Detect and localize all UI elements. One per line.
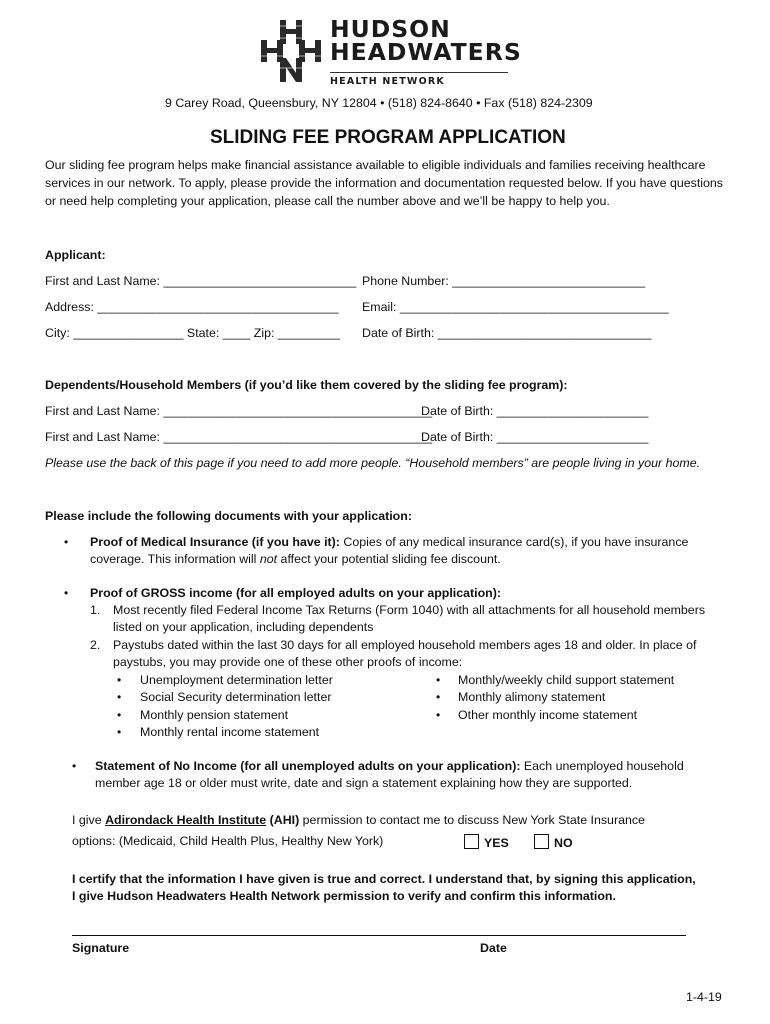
proof-item: Monthly rental income statement [140,725,320,739]
applicant-phone-field[interactable]: Phone Number: ____________________________ [362,274,646,288]
no-income-text-1: Each unemployed household [520,759,684,773]
bullet-icon: • [117,690,122,704]
ahi-abbrev: (AHI) [266,813,300,827]
certify-line-1: I certify that the information I have given is true and correct. I understand that, by signing this application, [72,872,696,886]
dependents-heading: Dependents/Household Members (if you’d like them covered by the sliding fee program): [45,378,568,392]
signature-line[interactable] [72,935,686,936]
dependent-1-dob-field[interactable]: Date of Birth: ______________________ [421,404,649,418]
certify-line-2: I give Hudson Headwaters Health Network permission to verify and confirm this information. [72,889,616,903]
consent-text-d: permission to contact me to discuss New York State Insurance [299,813,645,827]
proof-item: Social Security determination letter [140,690,332,704]
proof-item: Unemployment determination letter [140,673,333,687]
bullet-icon: • [117,673,122,687]
applicant-dob-field[interactable]: Date of Birth: _______________________________ [362,326,652,340]
no-income-line-1 [95,759,684,773]
consent-line-2: options: (Medicaid, Child Health Plus, Healthy New York) [72,834,384,848]
logo-subtitle: HEALTH NETWORK [330,72,508,87]
logo-line-2: HEADWATERS [330,38,522,66]
bullet-icon: • [436,708,441,722]
income-item-1-line-b: listed on your application, including dependents [113,620,374,634]
bullet-icon: • [64,586,69,600]
income-item-1-line-a: Most recently filed Federal Income Tax Returns (Form 1040) with all attachments for all household members [113,603,706,617]
applicant-heading: Applicant: [45,248,106,262]
applicant-email-field[interactable]: Email: _______________________________________ [362,300,669,314]
insurance-text-1: Copies of any medical insurance card(s), if you have insurance [339,535,689,549]
proof-item: Monthly pension statement [140,708,289,722]
dependent-2-dob-field[interactable]: Date of Birth: ______________________ [421,430,649,444]
bullet-icon: • [72,759,77,773]
no-income-label: Statement of No Income (for all unemployed adults on your application): [95,759,521,773]
income-label: Proof of GROSS income (for all employed adults on your application): [90,586,501,600]
income-item-1-number: 1. [90,603,101,617]
contact-address-line: 9 Carey Road, Queensbury, NY 12804 • (518) 824-8640 • Fax (518) 824-2309 [165,96,593,110]
consent-no-option[interactable] [534,834,573,850]
bullet-icon: • [436,690,441,704]
income-item-2-number: 2. [90,638,101,652]
bullet-icon: • [117,725,122,739]
page-title: SLIDING FEE PROGRAM APPLICATION [210,127,566,148]
no-label: NO [554,836,573,850]
income-item-2-line-a: Paystubs dated within the last 30 days for all employed household members ages 18 and older. In place of [113,638,697,652]
insurance-text-2c: affect your potential sliding fee discount. [277,552,501,566]
bullet-icon: • [117,708,122,722]
hudson-headwaters-logo-icon [258,18,326,84]
signature-label: Signature [72,941,130,955]
insurance-line-2 [90,552,501,566]
consent-line-1 [72,813,645,827]
dependents-note: Please use the back of this page if you need to add more people. “Household members” are people living in your home. [45,456,701,470]
logo-line-1: HUDSON [330,15,451,43]
applicant-name-field[interactable]: First and Last Name: ____________________________ [45,274,357,288]
revision-date: 1-4-19 [686,990,722,1004]
intro-paragraph: Our sliding fee program helps make financial assistance available to eligible individuals and families receiving healthcare services in our network. To apply, please provide the information and documentation requested below. If you have questions or need help completing your application, please call the number above and we’ll be happy to help you. [45,158,723,208]
dependent-1-name-field[interactable]: First and Last Name: _______________________________________ [45,404,433,418]
date-label: Date [480,941,507,955]
insurance-text-2b: not [259,552,278,566]
no-income-line-2: member age 18 or older must write, date and sign a statement explaining how they are supported. [95,776,633,790]
no-checkbox[interactable] [534,834,549,849]
dependent-2-name-field[interactable]: First and Last Name: _______________________________________ [45,430,433,444]
ahi-name: Adirondack Health Institute [105,813,267,827]
bullet-icon: • [64,535,69,549]
applicant-address-field[interactable]: Address: ___________________________________ [45,300,339,314]
proof-item: Other monthly income statement [458,708,638,722]
yes-checkbox[interactable] [464,834,479,849]
insurance-text-2a: coverage. This information will [90,552,260,566]
insurance-label: Proof of Medical Insurance (if you have it): [90,535,340,549]
proof-item: Monthly alimony statement [458,690,606,704]
consent-yes-option[interactable] [464,834,509,850]
yes-label: YES [484,836,509,850]
income-item-2-line-b: paystubs, you may provide one of these other proofs of income: [113,655,463,669]
proof-item: Monthly/weekly child support statement [458,673,675,687]
insurance-line-1 [90,535,688,549]
consent-text-a: I give [72,813,106,827]
logo-wordmark [330,15,522,87]
applicant-city-state-zip-field[interactable]: City: ________________ State: ____ Zip: _________ [45,326,340,340]
documents-heading: Please include the following documents with your application: [45,509,412,523]
bullet-icon: • [436,673,441,687]
